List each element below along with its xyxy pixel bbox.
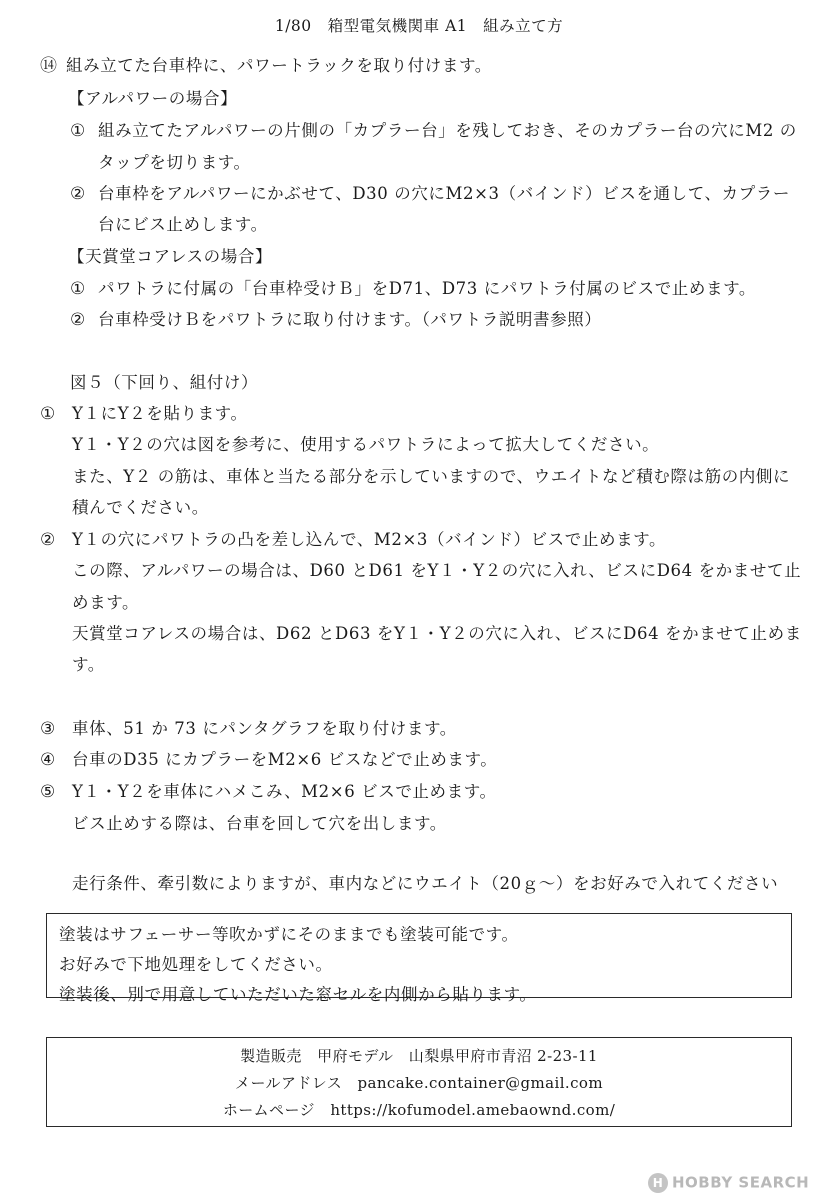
fig5-step2-line1: Y１の穴にパワトラの凸を差し込んで、M2×3（バインド）ビスで止めます。 xyxy=(72,530,667,549)
page-title: 1/80 箱型電気機関車 A1 組み立て方 xyxy=(274,17,564,35)
fig5-heading: 図５（下回り、組付け） xyxy=(70,373,259,392)
alpower-step1-line2: タップを切ります。 xyxy=(98,153,251,172)
fig5-step2-line2: この際、アルパワーの場合は、D60 とD61 をY１・Y２の穴に入れ、ビスにD64 をかませて止 xyxy=(72,561,802,580)
painting-notes-box xyxy=(46,913,792,1004)
alpower-subheading: 【アルパワーの場合】 xyxy=(68,89,238,108)
fig5-step2-line4: 天賞堂コアレスの場合は、D62 とD63 をY１・Y２の穴に入れ、ビスにD64 をかませて止めま xyxy=(72,624,802,643)
fig5-step1-line2: Y１・Y２の穴は図を参考に、使用するパワトラによって拡大してください。 xyxy=(72,435,660,454)
fig5-step4-number: ④ xyxy=(40,750,56,770)
fig5-step2-line3: めます。 xyxy=(72,593,140,612)
painting-note-line3: 塗装後、別で用意していただいた窓セルを内側から貼ります。 xyxy=(59,985,537,1004)
manufacturer-contact-box xyxy=(46,1037,792,1127)
hobby-search-watermark xyxy=(648,1173,809,1193)
fig5-step3-number: ③ xyxy=(40,719,56,739)
fig5-step1-line4: 積んでください。 xyxy=(72,498,209,517)
fig5-step5-line1: Y１・Y２を車体にハメこみ、M2×6 ビスで止めます。 xyxy=(72,782,497,801)
hobby-search-logo-icon: H xyxy=(648,1173,668,1193)
alpower-step1-number: ① xyxy=(70,121,86,141)
fig5-step1-line3: また、Y２ の筋は、車体と当たる部分を示していますので、ウエイトなど積む際は筋の内側に xyxy=(72,467,791,486)
email-line: メールアドレス pancake.container@gmail.com xyxy=(235,1074,603,1092)
tenshodo-step2-text: 台車枠受けＢをパワトラに取り付けます。（パワトラ説明書参照） xyxy=(98,310,602,329)
alpower-step2-number: ② xyxy=(70,184,86,204)
fig5-step5-line2: ビス止めする際は、台車を回して穴を出します。 xyxy=(72,814,447,833)
tenshodo-subheading: 【天賞堂コアレスの場合】 xyxy=(68,247,273,266)
homepage-line: ホームページ https://kofumodel.amebaownd.com/ xyxy=(222,1101,616,1119)
fig5-step3-text: 車体、51 か 73 にパンタグラフを取り付けます。 xyxy=(72,719,457,738)
alpower-step2-line1: 台車枠をアルパワーにかぶせて、D30 の穴にM2×3（バインド）ビスを通して、カプラー xyxy=(98,184,791,203)
watermark-text: HOBBY SEARCH xyxy=(672,1173,810,1192)
tenshodo-step1-number: ① xyxy=(70,279,86,299)
manufacturer-line: 製造販売 甲府モデル 山梨県甲府市青沼 2-23-11 xyxy=(240,1047,598,1065)
running-conditions-note: 走行条件、牽引数によりますが、車内などにウエイト（20ｇ～）をお好みで入れてください xyxy=(72,874,779,893)
step-number-14: ⑭ xyxy=(40,56,57,76)
alpower-step2-line2: 台にビス止めします。 xyxy=(98,215,268,234)
fig5-step2-number: ② xyxy=(40,530,56,550)
tenshodo-step1-text: パワトラに付属の「台車枠受けＢ」をD71、D73 にパワトラ付属のビスで止めます。 xyxy=(98,279,756,298)
painting-note-line2: お好みで下地処理をしてください。 xyxy=(59,955,333,974)
fig5-step4-text: 台車のD35 にカプラーをM2×6 ビスなどで止めます。 xyxy=(72,750,498,769)
fig5-step1-number: ① xyxy=(40,404,56,424)
tenshodo-step2-number: ② xyxy=(70,310,86,330)
fig5-step5-number: ⑤ xyxy=(40,782,56,802)
section14-heading: 組み立てた台車枠に、パワートラックを取り付けます。 xyxy=(66,56,492,75)
fig5-step2-line5: す。 xyxy=(72,655,105,674)
fig5-step1-line1: Y１にY２を貼ります。 xyxy=(72,404,248,423)
painting-note-line1: 塗装はサフェーサー等吹かずにそのままでも塗装可能です。 xyxy=(59,925,519,944)
alpower-step1-line1: 組み立てたアルパワーの片側の「カプラー台」を残しておき、そのカプラー台の穴にM2 の xyxy=(98,121,797,140)
